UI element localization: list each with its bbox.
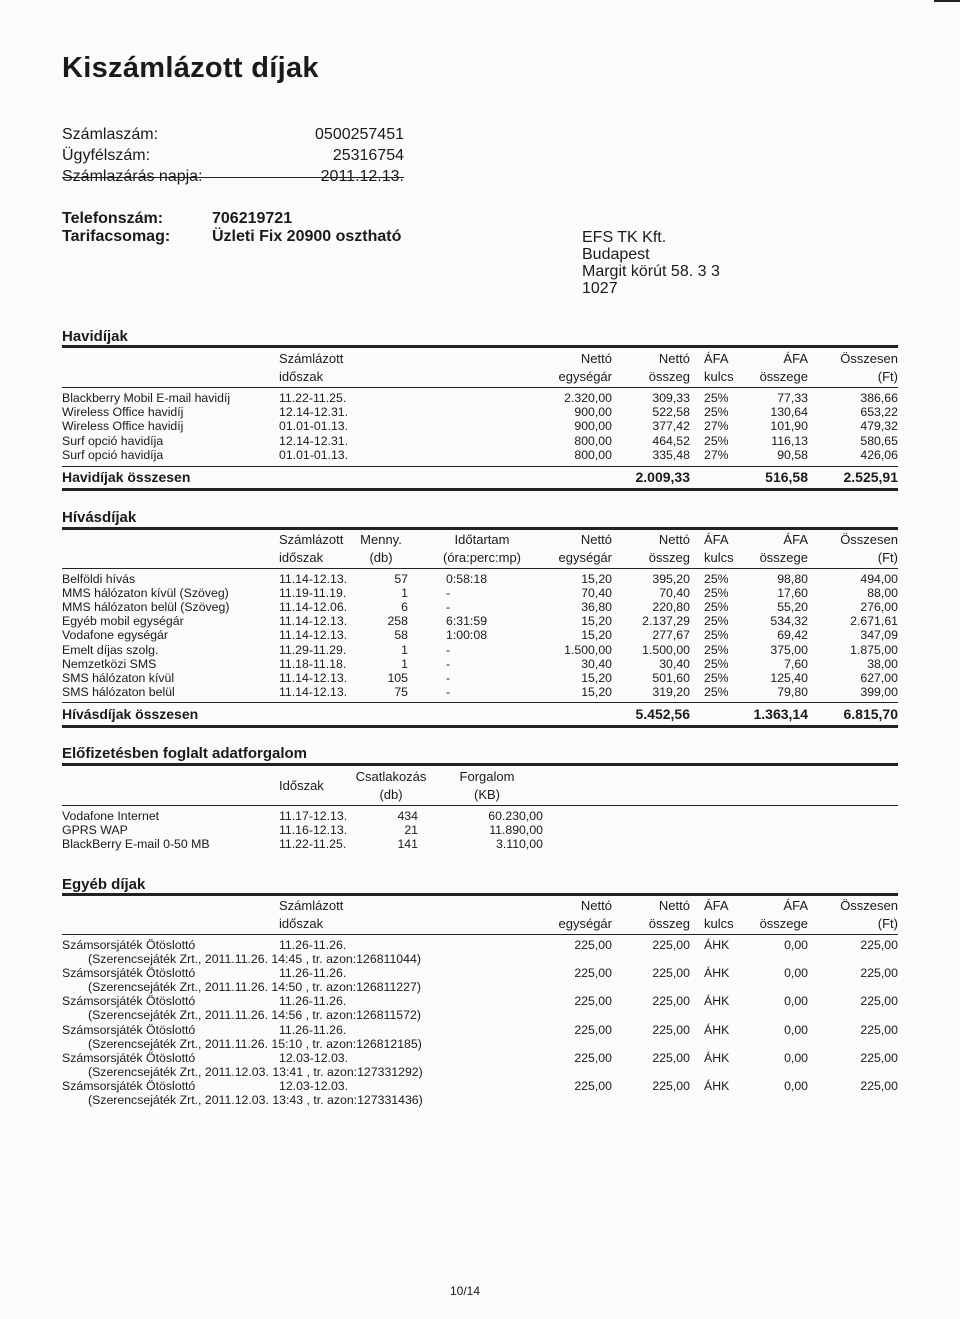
duration: - — [446, 684, 451, 699]
table-row — [0, 419, 960, 433]
duration: 1:00:08 — [446, 628, 488, 643]
vat-amount: 101,90 — [770, 419, 808, 434]
phone-labels — [62, 210, 170, 246]
item-name: SMS hálózaton kívül — [62, 670, 175, 685]
header-cell: ÁFA összege — [759, 532, 808, 565]
net-amount: 30,40 — [659, 656, 690, 671]
top-corner-rule — [934, 0, 960, 2]
item-name: Egyéb mobil egységár — [62, 614, 184, 629]
duration: - — [446, 642, 451, 657]
item-name: Wireless Office havidíj — [62, 405, 184, 420]
duration: - — [446, 670, 451, 685]
unit-price: 900,00 — [574, 405, 612, 420]
net-amount: 2.137,29 — [642, 614, 690, 629]
header-underline — [62, 387, 898, 388]
header-cell: Nettó összeg — [648, 898, 690, 931]
quantity: 1 — [401, 642, 408, 657]
table-row — [0, 994, 960, 1022]
total-amount: 1.875,00 — [850, 642, 898, 657]
table-row — [0, 614, 960, 628]
traffic: 3.110,00 — [496, 837, 543, 852]
header-cell: Időtartam (óra:perc:mp) — [442, 532, 522, 565]
table-row — [0, 586, 960, 600]
section-title-havidijak: Havidíjak — [62, 328, 128, 345]
header-cell: Számlázott időszak — [279, 532, 344, 565]
vat-amount: 0,00 — [784, 1079, 808, 1093]
egyeb-header — [0, 897, 960, 933]
table-row — [0, 628, 960, 642]
table-row — [0, 600, 960, 614]
header-cell: Összesen (Ft) — [840, 351, 898, 384]
invoice-value: 25316754 — [332, 147, 404, 164]
period: 12.03-12.03. — [279, 1079, 349, 1093]
vat-amount: 7,60 — [784, 656, 808, 671]
net-amount: 277,67 — [652, 628, 690, 643]
unit-price: 30,40 — [581, 656, 612, 671]
vat-rate: 25% — [704, 656, 729, 671]
unit-price: 225,00 — [574, 994, 612, 1009]
unit-price: 36,80 — [581, 600, 612, 615]
duration: - — [446, 586, 451, 601]
item-name: BlackBerry E-mail 0-50 MB — [62, 837, 210, 852]
unit-price: 800,00 — [574, 433, 612, 448]
header-cell: ÁFA összege — [759, 898, 808, 931]
period: 01.01-01.13. — [279, 447, 349, 462]
net-amount: 335,48 — [652, 447, 690, 462]
unit-price: 15,20 — [581, 670, 612, 685]
section-title-adatforgalom: Előfizetésben foglalt adatforgalom — [62, 745, 308, 762]
net-amount: 319,20 — [652, 684, 690, 699]
section-rule — [62, 527, 898, 530]
total-amount: 386,66 — [860, 391, 898, 405]
header-cell: ÁFA összege — [759, 351, 808, 384]
total-amount: 225,00 — [860, 938, 898, 952]
header-cell: ÁFA kulcs — [704, 351, 734, 384]
item-name: Belföldi hívás — [62, 572, 136, 586]
quantity: 6 — [401, 600, 408, 615]
total-amount: 494,00 — [860, 572, 898, 586]
invoice-value: 0500257451 — [315, 126, 404, 143]
item-name: Számsorsjáték Ötöslottó — [62, 1022, 196, 1037]
total-sum: 2.525,91 — [843, 469, 898, 485]
total-rule — [62, 466, 898, 467]
unit-price: 225,00 — [574, 1079, 612, 1093]
page-number: 10/14 — [450, 1284, 481, 1298]
net-amount: 395,20 — [652, 572, 690, 586]
table-row — [0, 1023, 960, 1051]
phone-value: 706219721 — [212, 210, 293, 227]
unit-price: 15,20 — [581, 684, 612, 699]
header-cell: Számlázott időszak — [279, 351, 344, 384]
header-cell: Összesen (Ft) — [840, 898, 898, 931]
header-underline — [62, 568, 898, 569]
period: 11.29-11.29. — [279, 642, 347, 657]
unit-price: 15,20 — [581, 628, 612, 643]
period: 12.03-12.03. — [279, 1050, 349, 1065]
total-netto: 5.452,56 — [635, 706, 690, 722]
period: 11.14-12.13. — [279, 614, 348, 629]
section-title-egyeb: Egyéb díjak — [62, 876, 146, 893]
period: 11.16-12.13. — [279, 823, 348, 838]
item-name: Számsorsjáték Ötöslottó — [62, 1050, 196, 1065]
transaction-detail: (Szerencsejáték Zrt., 2011.12.03. 13:43 , tr. azon:127331436) — [88, 1093, 423, 1107]
total-amount: 426,06 — [860, 447, 898, 462]
item-name: Emelt díjas szolg. — [62, 642, 159, 657]
table-row — [0, 572, 960, 586]
item-name: Blackberry Mobil E-mail havidíj — [62, 391, 231, 405]
vat-amount: 90,58 — [777, 447, 808, 462]
duration: 0:58:18 — [446, 572, 488, 586]
item-name: GPRS WAP — [62, 823, 128, 838]
item-name: Számsorsjáték Ötöslottó — [62, 938, 196, 952]
header-cell: Forgalom (KB) — [459, 769, 515, 802]
vat-rate: 25% — [704, 586, 729, 601]
vat-rate: ÁHK — [704, 1050, 730, 1065]
page-title: Kiszámlázott díjak — [62, 52, 319, 84]
duration: 6:31:59 — [446, 614, 488, 629]
adatforgalom-header — [0, 768, 960, 804]
header-cell: Időszak — [279, 778, 324, 793]
table-row — [0, 448, 960, 462]
total-amount: 225,00 — [860, 966, 898, 981]
vat-amount: 17,60 — [777, 586, 808, 601]
vat-amount: 130,64 — [770, 405, 808, 420]
table-row — [0, 405, 960, 419]
vat-rate: 25% — [704, 600, 729, 615]
total-afa: 516,58 — [765, 469, 808, 485]
header-underline — [62, 934, 898, 935]
total-sum: 6.815,70 — [843, 706, 898, 722]
quantity: 105 — [387, 670, 408, 685]
period: 11.18-11.18. — [279, 656, 347, 671]
net-amount: 225,00 — [652, 994, 690, 1009]
unit-price: 2.320,00 — [564, 391, 612, 405]
table-row — [0, 1051, 960, 1079]
vat-rate: ÁHK — [704, 994, 730, 1009]
vat-amount: 125,40 — [770, 670, 808, 685]
unit-price: 1.500,00 — [564, 642, 612, 657]
net-amount: 225,00 — [652, 1079, 690, 1093]
address-line: EFS TK Kft. — [582, 229, 667, 246]
header-cell: Csatlakozás (db) — [355, 769, 427, 802]
connections: 434 — [397, 809, 418, 823]
table-row — [0, 391, 960, 405]
period: 11.14-12.13. — [279, 670, 348, 685]
address-line: 1027 — [582, 280, 618, 297]
total-amount: 225,00 — [860, 994, 898, 1009]
period: 11.22-11.25. — [279, 837, 347, 852]
transaction-detail: (Szerencsejáték Zrt., 2011.11.26. 14:50 , tr. azon:126811227) — [88, 980, 421, 995]
invoice-row — [62, 147, 404, 168]
item-name: Számsorsjáték Ötöslottó — [62, 1079, 196, 1093]
unit-price: 15,20 — [581, 614, 612, 629]
vat-rate: 27% — [704, 419, 729, 434]
total-amount: 276,00 — [860, 600, 898, 615]
quantity: 58 — [394, 628, 408, 643]
period: 11.26-11.26. — [279, 994, 347, 1009]
invoice-value: 2011.12.13. — [320, 168, 404, 185]
item-name: Vodafone Internet — [62, 809, 160, 823]
total-afa: 1.363,14 — [753, 706, 808, 722]
table-row — [0, 643, 960, 657]
period: 11.14-12.13. — [279, 684, 348, 699]
address-line: Margit körút 58. 3 3 — [582, 263, 720, 280]
header-cell: ÁFA kulcs — [704, 532, 734, 565]
unit-price: 15,20 — [581, 572, 612, 586]
connections: 21 — [404, 823, 418, 838]
havidijak-total — [0, 469, 960, 487]
table-row — [0, 657, 960, 671]
header-underline — [62, 805, 898, 806]
section-rule — [62, 763, 898, 766]
total-underline — [62, 725, 898, 728]
total-amount: 88,00 — [867, 586, 898, 601]
traffic: 11.890,00 — [489, 823, 543, 838]
vat-rate: 25% — [704, 433, 729, 448]
vat-rate: 25% — [704, 391, 729, 405]
vat-amount: 79,80 — [777, 684, 808, 699]
invoice-label: Ügyfélszám: — [62, 147, 151, 164]
vat-rate: 25% — [704, 405, 729, 420]
net-amount: 309,33 — [652, 391, 690, 405]
vat-amount: 116,13 — [771, 433, 808, 448]
period: 12.14-12.31. — [279, 405, 349, 420]
invoice-info — [62, 126, 404, 189]
header-cell: Nettó egységár — [558, 898, 612, 931]
item-name: Surf opció havidíja — [62, 447, 164, 462]
period: 11.26-11.26. — [279, 938, 347, 952]
period: 11.19-11.19. — [279, 586, 347, 601]
address-block — [582, 229, 720, 297]
phone-label: Telefonszám: — [62, 210, 164, 227]
total-amount: 225,00 — [860, 1079, 898, 1093]
table-row — [0, 823, 960, 837]
vat-amount: 98,80 — [777, 572, 808, 586]
duration: - — [446, 656, 451, 671]
net-amount: 1.500,00 — [642, 642, 690, 657]
address-line: Budapest — [582, 246, 650, 263]
vat-rate: ÁHK — [704, 966, 730, 981]
header-cell: Nettó egységár — [558, 351, 612, 384]
net-amount: 225,00 — [652, 1050, 690, 1065]
item-name: Wireless Office havidíj — [62, 419, 184, 434]
vat-amount: 534,32 — [770, 614, 808, 629]
vat-amount: 0,00 — [784, 938, 808, 952]
period: 11.26-11.26. — [279, 966, 347, 981]
net-amount: 225,00 — [652, 1022, 690, 1037]
duration: - — [446, 600, 451, 615]
tariff-label: Tarifacsomag: — [62, 228, 171, 245]
vat-rate: 25% — [704, 642, 729, 657]
table-row — [0, 966, 960, 994]
total-netto: 2.009,33 — [635, 469, 690, 485]
period: 11.26-11.26. — [279, 1022, 347, 1037]
quantity: 75 — [394, 684, 408, 699]
header-cell: Összesen (Ft) — [840, 532, 898, 565]
item-name: Nemzetközi SMS — [62, 656, 157, 671]
net-amount: 522,58 — [652, 405, 690, 420]
total-amount: 653,22 — [860, 405, 898, 420]
total-amount: 580,65 — [860, 433, 898, 448]
traffic: 60.230,00 — [488, 809, 543, 823]
total-rule — [62, 702, 898, 703]
vat-rate: 27% — [704, 447, 729, 462]
hivasdijak-total — [0, 706, 960, 724]
net-amount: 220,80 — [652, 600, 690, 615]
vat-rate: 25% — [704, 614, 729, 629]
period: 11.17-12.13. — [279, 809, 348, 823]
table-row — [0, 685, 960, 699]
period: 11.22-11.25. — [279, 391, 347, 405]
item-name: MMS hálózaton kívül (Szöveg) — [62, 586, 229, 601]
invoice-row — [62, 168, 404, 189]
invoice-label: Számlazárás napja: — [62, 168, 203, 185]
total-amount: 225,00 — [860, 1022, 898, 1037]
transaction-detail: (Szerencsejáték Zrt., 2011.12.03. 13:41 , tr. azon:127331292) — [88, 1064, 423, 1079]
vat-rate: 25% — [704, 670, 729, 685]
table-row — [0, 671, 960, 685]
section-title-hivasdijak: Hívásdíjak — [62, 509, 137, 526]
vat-rate: 25% — [704, 628, 729, 643]
vat-amount: 69,42 — [777, 628, 808, 643]
period: 12.14-12.31. — [279, 433, 349, 448]
vat-rate: ÁHK — [704, 1079, 730, 1093]
vat-rate: 25% — [704, 572, 729, 586]
header-cell: Nettó összeg — [648, 532, 690, 565]
phone-values — [212, 210, 401, 246]
vat-rate: ÁHK — [704, 938, 730, 952]
period: 01.01-01.13. — [279, 419, 349, 434]
invoice-label: Számlaszám: — [62, 126, 159, 143]
vat-amount: 0,00 — [784, 994, 808, 1009]
period: 11.14-12.06. — [279, 600, 348, 615]
havidijak-header — [0, 350, 960, 386]
vat-rate: ÁHK — [704, 1022, 730, 1037]
total-amount: 38,00 — [867, 656, 898, 671]
header-cell: Számlázott időszak — [279, 898, 344, 931]
vat-rate: 25% — [704, 684, 729, 699]
section-rule — [62, 893, 898, 896]
unit-price: 225,00 — [574, 938, 612, 952]
total-amount: 399,00 — [860, 684, 898, 699]
vat-amount: 0,00 — [784, 1050, 808, 1065]
unit-price: 225,00 — [574, 1050, 612, 1065]
net-amount: 377,42 — [652, 419, 690, 434]
connections: 141 — [397, 837, 418, 852]
table-row — [0, 434, 960, 448]
total-amount: 627,00 — [860, 670, 898, 685]
transaction-detail: (Szerencsejáték Zrt., 2011.11.26. 14:45 , tr. azon:126811044) — [88, 952, 421, 966]
invoice-row — [62, 126, 404, 147]
item-name: Vodafone egységár — [62, 628, 168, 643]
net-amount: 501,60 — [652, 670, 690, 685]
section-rule — [62, 345, 898, 348]
unit-price: 800,00 — [574, 447, 612, 462]
total-amount: 479,32 — [860, 419, 898, 434]
period: 11.14-12.13. — [279, 572, 348, 586]
transaction-detail: (Szerencsejáték Zrt., 2011.11.26. 14:56 , tr. azon:126811572) — [88, 1008, 421, 1023]
unit-price: 225,00 — [574, 1022, 612, 1037]
unit-price: 900,00 — [574, 419, 612, 434]
total-amount: 2.671,61 — [850, 614, 898, 629]
quantity: 258 — [387, 614, 408, 629]
total-underline — [62, 488, 898, 491]
net-amount: 225,00 — [652, 966, 690, 981]
quantity: 1 — [401, 656, 408, 671]
vat-amount: 0,00 — [784, 966, 808, 981]
table-row — [0, 837, 960, 851]
quantity: 1 — [401, 586, 408, 601]
net-amount: 225,00 — [652, 938, 690, 952]
unit-price: 70,40 — [581, 586, 612, 601]
vat-amount: 77,33 — [777, 391, 808, 405]
header-cell: Menny. (db) — [360, 532, 402, 565]
transaction-detail: (Szerencsejáték Zrt., 2011.11.26. 15:10 , tr. azon:126812185) — [88, 1036, 422, 1051]
vat-amount: 55,20 — [777, 600, 808, 615]
net-amount: 70,40 — [659, 586, 690, 601]
vat-amount: 0,00 — [784, 1022, 808, 1037]
table-row — [0, 1079, 960, 1107]
total-amount: 225,00 — [860, 1050, 898, 1065]
table-row — [0, 809, 960, 823]
item-name: Számsorsjáték Ötöslottó — [62, 994, 196, 1009]
table-row — [0, 938, 960, 966]
total-label: Havidíjak összesen — [62, 469, 191, 485]
tariff-value: Üzleti Fix 20900 osztható — [212, 228, 402, 245]
period: 11.14-12.13. — [279, 628, 348, 643]
item-name: Surf opció havidíja — [62, 433, 164, 448]
item-name: MMS hálózaton belül (Szöveg) — [62, 600, 230, 615]
vat-amount: 375,00 — [770, 642, 808, 657]
header-cell: Nettó összeg — [648, 351, 690, 384]
net-amount: 464,52 — [652, 433, 690, 448]
invoice-underline — [62, 177, 404, 178]
item-name: Számsorsjáték Ötöslottó — [62, 966, 196, 981]
unit-price: 225,00 — [574, 966, 612, 981]
total-label: Hívásdíjak összesen — [62, 706, 199, 722]
item-name: SMS hálózaton belül — [62, 684, 175, 699]
quantity: 57 — [394, 572, 408, 586]
hivasdijak-header — [0, 531, 960, 567]
header-cell: ÁFA kulcs — [704, 898, 734, 931]
total-amount: 347,09 — [860, 628, 898, 643]
header-cell: Nettó egységár — [558, 532, 612, 565]
